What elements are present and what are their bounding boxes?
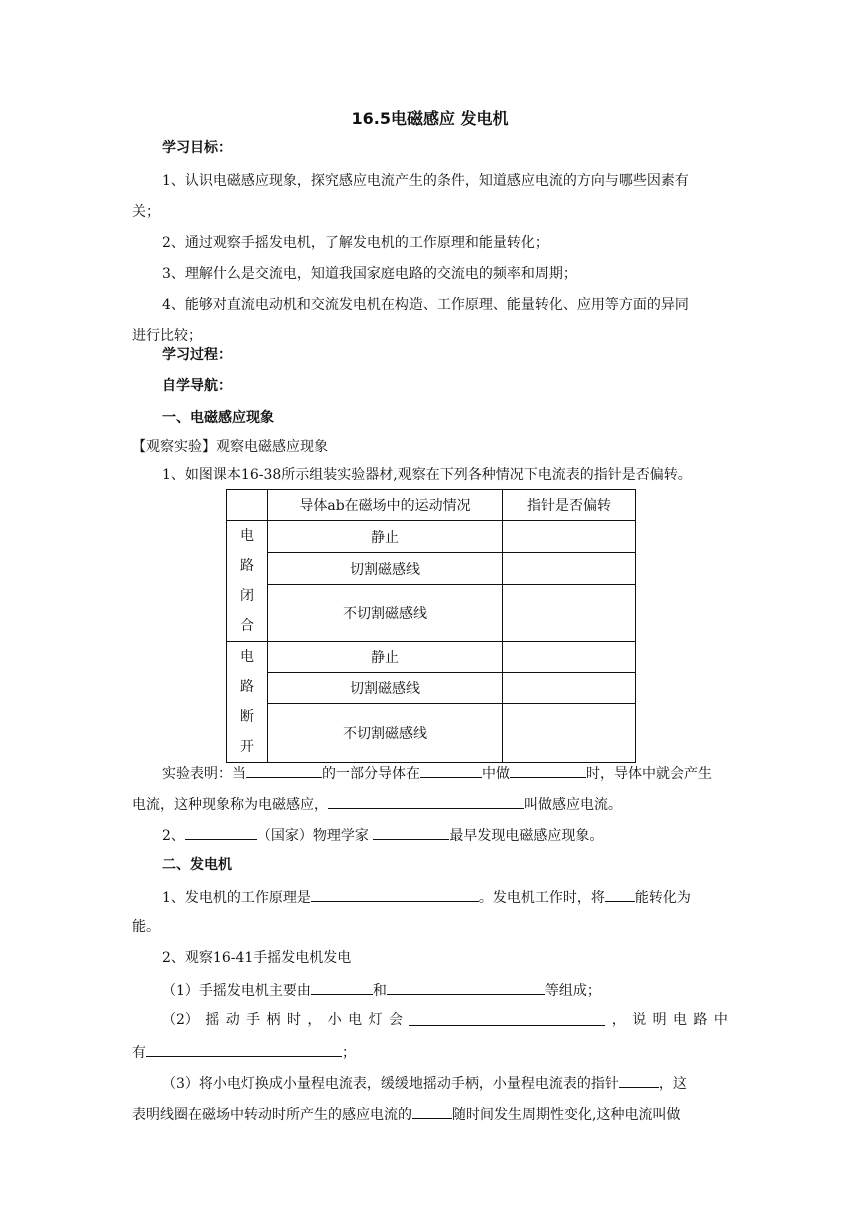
answer-cell <box>503 553 636 585</box>
answer-cell <box>503 585 636 642</box>
blank-field[interactable] <box>387 980 545 995</box>
q1-text: 等组成； <box>544 983 601 999</box>
q2-word: 明 <box>652 1012 667 1028</box>
q2-word: 路 <box>693 1012 708 1028</box>
row-not-cut: 不切割磁感线 <box>268 585 503 642</box>
experiment-table <box>226 489 636 763</box>
table-row <box>227 521 636 553</box>
page-title: 16.5电磁感应 发电机 <box>351 109 509 128</box>
blank-field[interactable] <box>246 763 322 778</box>
gen1-line-2: 能。 <box>132 919 160 935</box>
q2-text: ； <box>342 1045 356 1061</box>
gen1-text: 。发电机工作时，将 <box>478 890 605 906</box>
q3-line-2 <box>132 1104 680 1124</box>
table-row <box>227 553 636 585</box>
group-char: 电 <box>240 528 254 544</box>
blank-field[interactable] <box>146 1042 342 1057</box>
q1-text: 和 <box>372 983 387 999</box>
blank-field[interactable] <box>311 887 479 902</box>
q3-text: 随时间发生周期性变化,这种电流叫做 <box>452 1107 681 1123</box>
q2-word: 时 <box>286 1012 301 1028</box>
answer-cell <box>503 642 636 673</box>
table-corner-cell <box>227 490 268 521</box>
result-text: 时，导体中就会产生 <box>586 766 712 782</box>
q2-word: 摇 <box>205 1012 220 1028</box>
row-cut: 切割磁感线 <box>268 553 503 585</box>
self-study-heading: 自学导航： <box>162 378 232 394</box>
q2-word: 灯 <box>368 1012 383 1028</box>
q2-word: 说 <box>632 1012 647 1028</box>
group-char: 合 <box>240 618 254 634</box>
result-text: 叫做感应电流。 <box>524 797 622 813</box>
row-static: 静止 <box>268 521 503 553</box>
table-row <box>227 673 636 703</box>
blank-field[interactable] <box>510 763 586 778</box>
q2-word: （2） <box>162 1012 199 1028</box>
q3-text: 表明线圈在磁场中转动时所产生的感应电流的 <box>132 1107 412 1123</box>
section2-heading: 二、发电机 <box>162 857 232 873</box>
goal-line-4: 4、能够对直流电动机和交流发电机在构造、工作原理、能量转化、应用等方面的异同 <box>162 297 689 313</box>
q2-word: 柄 <box>266 1012 281 1028</box>
row-not-cut: 不切割磁感线 <box>268 703 503 762</box>
result-text: 实验表明：当 <box>162 766 246 782</box>
gen2-line: 2、观察16-41手摇发电机发电 <box>162 950 352 966</box>
q3-text: ，这 <box>658 1076 687 1092</box>
header-motion: 导体ab在磁场中的运动情况 <box>268 490 503 521</box>
table-header-row <box>227 490 636 521</box>
blank-field[interactable] <box>619 1073 659 1088</box>
group-char: 电 <box>240 649 254 665</box>
result-line-2 <box>132 794 622 814</box>
item2-line <box>162 825 603 845</box>
experiment-label: 【观察实验】观察电磁感应现象 <box>132 439 328 455</box>
group-char: 路 <box>240 558 254 574</box>
blank-field[interactable] <box>605 887 635 902</box>
blank-field[interactable] <box>185 825 257 840</box>
blank-field[interactable] <box>420 763 482 778</box>
table-row <box>227 585 636 642</box>
gen1-text: 1、发电机的工作原理是 <box>162 890 311 906</box>
q2-word: ， <box>611 1012 626 1028</box>
answer-cell <box>503 703 636 762</box>
item2-text: 最早发现电磁感应现象。 <box>449 828 604 844</box>
blank-field[interactable] <box>412 1104 452 1119</box>
item2-text: 2、 <box>162 828 185 844</box>
q2-word: 动 <box>225 1012 240 1028</box>
q3-text: （3）将小电灯换成小量程电流表，缓缓地摇动手柄，小量程电流表的指针 <box>162 1076 619 1092</box>
q2-word: 中 <box>713 1012 728 1028</box>
group-label-closed <box>227 521 268 642</box>
group-char: 开 <box>240 739 254 755</box>
blank-field[interactable] <box>373 825 449 840</box>
goal-line-1: 1、认识电磁感应现象，探究感应电流产生的条件，知道感应电流的方向与哪些因素有 <box>162 173 689 189</box>
group-char: 路 <box>240 679 254 695</box>
goal-line-1-cont: 关； <box>132 204 160 220</box>
result-text: 中做 <box>482 766 510 782</box>
row-static: 静止 <box>268 642 503 673</box>
goals-heading: 学习目标： <box>162 140 232 156</box>
blank-field[interactable] <box>409 1011 605 1026</box>
goal-line-2: 2、通过观察手摇发电机，了解发电机的工作原理和能量转化； <box>162 235 549 251</box>
result-text: 电流，这种现象称为电磁感应， <box>132 797 328 813</box>
section1-heading: 一、电磁感应现象 <box>162 410 274 426</box>
q2-line-1 <box>162 1011 728 1029</box>
gen1-text: 能转化为 <box>634 890 691 906</box>
result-text: 的一部分导体在 <box>322 766 420 782</box>
q2-word: 小 <box>327 1012 342 1028</box>
gen1-line-1 <box>162 887 691 907</box>
answer-cell <box>503 673 636 703</box>
result-line-1 <box>162 763 712 783</box>
q2-word: 手 <box>246 1012 261 1028</box>
header-deflect: 指针是否偏转 <box>503 490 636 521</box>
q2-text: 有 <box>132 1045 146 1061</box>
table-row <box>227 703 636 762</box>
answer-cell <box>503 521 636 553</box>
group-char: 断 <box>240 709 254 725</box>
item1-text: 1、如图课本16-38所示组装实验器材,观察在下列各种情况下电流表的指针是否偏转。 <box>162 467 692 483</box>
process-heading: 学习过程： <box>162 347 232 363</box>
table-row <box>227 642 636 673</box>
goal-line-3: 3、理解什么是交流电，知道我国家庭电路的交流电的频率和周期； <box>162 266 577 282</box>
q1-line <box>162 980 601 1000</box>
q3-line-1 <box>162 1073 687 1093</box>
item2-text: （国家）物理学家 <box>256 828 374 844</box>
q2-word: 电 <box>348 1012 363 1028</box>
q2-word: ， <box>307 1012 322 1028</box>
goal-line-4-cont: 进行比较； <box>132 328 202 344</box>
group-char: 闭 <box>240 588 254 604</box>
blank-field[interactable] <box>328 794 524 809</box>
blank-field[interactable] <box>311 980 373 995</box>
q2-word: 会 <box>388 1012 403 1028</box>
row-cut: 切割磁感线 <box>268 673 503 703</box>
group-label-open <box>227 642 268 763</box>
q1-text: （1）手摇发电机主要由 <box>162 983 311 999</box>
q2-word: 电 <box>673 1012 688 1028</box>
q2-line-2 <box>132 1042 356 1062</box>
